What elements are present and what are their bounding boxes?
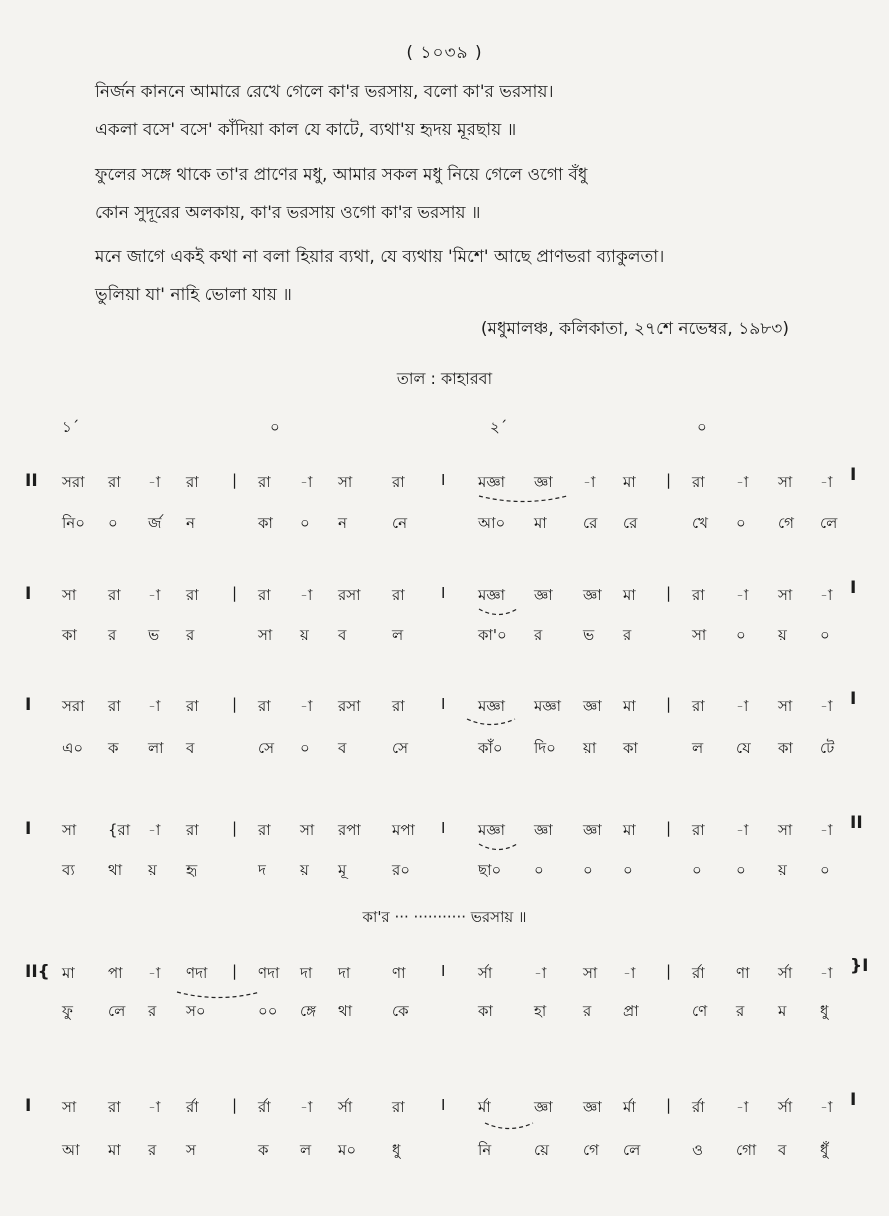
swara-note: I [441, 584, 446, 602]
swara-note: -া [623, 964, 636, 982]
swara-note: জ্ঞা [583, 821, 602, 839]
lyric-syllable: র০ [392, 861, 411, 879]
swara-note: -া [148, 1098, 161, 1116]
lyric-syllable: টে [820, 739, 835, 757]
swara-note: র্সা [338, 1098, 353, 1116]
lyric-syllable: র [186, 626, 195, 644]
lyric-syllable: ল [392, 626, 404, 644]
lyric-syllable: ০ [300, 739, 310, 757]
slur-mark [484, 1122, 534, 1134]
swara-note: রা [186, 586, 199, 604]
lyric-syllable: ০ [692, 861, 702, 879]
barline-close: I [850, 465, 857, 485]
swara-note: -া [148, 964, 161, 982]
swara-note: মজ্ঞা [478, 473, 506, 491]
swara-note: জ্ঞা [583, 697, 602, 715]
swara-note: রা [186, 697, 199, 715]
swara-note: রা [692, 473, 705, 491]
lyric-syllable: ০ [623, 861, 633, 879]
lyric-syllable: র [148, 1002, 157, 1020]
lyric-syllable: হৃ [186, 861, 198, 879]
lyric-syllable: ০ [300, 514, 310, 532]
lyric-syllable: য় [778, 861, 787, 879]
lyric-syllable: ব [338, 626, 347, 644]
beat-mark: ২´ [490, 418, 508, 436]
swara-note: সরা [62, 697, 85, 715]
lyric-syllable: সে [258, 739, 274, 757]
lyric-syllable: স [186, 1141, 196, 1159]
lyric-syllable: ব [778, 1141, 787, 1159]
swara-note: সা [300, 821, 315, 839]
lyric-syllable: দি০ [534, 739, 556, 757]
lyric-syllable: গে [778, 514, 794, 532]
swara-note: রা [108, 1098, 121, 1116]
swara-note: র্মা [623, 1098, 636, 1116]
lyric-syllable: লে [623, 1141, 641, 1159]
swara-note: -া [736, 697, 749, 715]
swara-note: র্রা [186, 1098, 199, 1116]
swara-note: জ্ঞা [534, 473, 553, 491]
lyric-syllable: কা [778, 739, 793, 757]
swara-note: -া [148, 821, 161, 839]
barline-close: I [850, 578, 857, 598]
lyric-line: নির্জন কাননে আমারে রেখে গেলে কা'র ভরসায়, বলো কা'র ভরসায়। [95, 82, 554, 102]
swara-note: | [232, 471, 238, 489]
swara-note: র্রা [692, 1098, 705, 1116]
lyric-syllable: ব [186, 739, 195, 757]
lyric-syllable: ব্য [62, 861, 75, 879]
swara-note: সা [778, 473, 793, 491]
swara-note: মা [623, 821, 636, 839]
swara-note: | [232, 962, 238, 980]
lyric-syllable: আ০ [478, 514, 506, 532]
swara-note: -া [820, 821, 833, 839]
lyric-syllable: মা [108, 1141, 121, 1159]
lyric-syllable: দ [258, 861, 266, 879]
swara-note: -া [148, 473, 161, 491]
lyric-syllable: য় [300, 626, 309, 644]
swara-note: -া [300, 1098, 313, 1116]
barline-open: I [25, 584, 32, 604]
swara-note: -া [820, 964, 833, 982]
lyric-syllable: য় [300, 861, 309, 879]
swara-note: I [441, 962, 446, 980]
lyric-syllable: রে [623, 514, 638, 532]
swara-note: ণা [736, 964, 750, 982]
barline-open: II{ [25, 962, 50, 982]
swara-note: সা [62, 1098, 77, 1116]
lyric-syllable: থা [108, 861, 123, 879]
lyric-syllable: কা [62, 626, 77, 644]
swara-note: | [666, 819, 672, 837]
lyric-syllable: সে [392, 739, 408, 757]
swara-note: সা [62, 821, 77, 839]
swara-note: -া [736, 473, 749, 491]
lyric-syllable: ০ [108, 514, 118, 532]
lyric-syllable: ০ [534, 861, 544, 879]
swara-note: রা [692, 821, 705, 839]
lyric-syllable: ও [692, 1141, 704, 1159]
swara-note: রা [258, 586, 271, 604]
lyric-line: ফুলের সঙ্গে থাকে তা'র প্রাণের মধু, আমার সকল মধু নিয়ে গেলে ওগো বঁধু [95, 165, 588, 185]
lyric-syllable: সা [692, 626, 707, 644]
lyric-syllable: লে [820, 514, 838, 532]
lyric-syllable: কা [258, 514, 273, 532]
swara-note: I [441, 471, 446, 489]
lyric-syllable: ক [258, 1141, 269, 1159]
lyric-syllable: ফু [62, 1002, 73, 1020]
swara-note: -া [820, 1098, 833, 1116]
lyric-syllable: লা [148, 739, 164, 757]
lyric-syllable: র [736, 1002, 745, 1020]
slur-mark [478, 843, 518, 855]
lyric-syllable: ণে [692, 1002, 708, 1020]
barline-close: I [850, 689, 857, 709]
swara-note: দা [300, 964, 313, 982]
swara-note: র্সা [478, 964, 493, 982]
lyric-syllable: ব [338, 739, 347, 757]
beat-mark: ০ [270, 418, 280, 436]
swara-note: সা [583, 964, 598, 982]
swara-note: সা [778, 586, 793, 604]
swara-note: I [441, 695, 446, 713]
swara-note: রা [108, 586, 121, 604]
swara-note: মা [623, 473, 636, 491]
barline-open: I [25, 1096, 32, 1116]
barline-open: I [25, 819, 32, 839]
lyric-syllable: প্রা [623, 1002, 639, 1020]
barline-close: II [850, 813, 863, 833]
swara-note: জ্ঞা [534, 821, 553, 839]
swara-note: সা [338, 473, 353, 491]
lyric-syllable: ০ [736, 514, 746, 532]
lyric-syllable: ০ [583, 861, 593, 879]
swara-note: পা [108, 964, 123, 982]
swara-note: I [441, 1096, 446, 1114]
swara-note: মজ্ঞা [478, 697, 506, 715]
swara-note: রা [108, 697, 121, 715]
lyric-syllable: র [148, 1141, 157, 1159]
lyric-syllable: য় [778, 626, 787, 644]
swara-note: র্সা [778, 964, 793, 982]
lyric-syllable: ছা০ [478, 861, 502, 879]
swara-note: র্রা [692, 964, 705, 982]
continuation-line: কা'র ··· ··········· ভরসায় ॥ [362, 908, 527, 926]
swara-note: | [666, 1096, 672, 1114]
swara-note: মজ্ঞা [478, 586, 506, 604]
swara-note: সরা [62, 473, 85, 491]
lyric-syllable: ম [778, 1002, 787, 1020]
swara-note: ণদা [258, 964, 280, 982]
lyric-syllable: যে [736, 739, 751, 757]
lyric-syllable: থা [338, 1002, 353, 1020]
swara-note: রা [692, 586, 705, 604]
beat-mark: ১´ [62, 418, 80, 436]
lyric-line: মনে জাগে একই কথা না বলা হিয়ার ব্যথা, যে ব্যথায় 'মিশে' আছে প্রাণভরা ব্যাকুলতা। [95, 247, 665, 267]
lyric-syllable: নি০ [62, 514, 85, 532]
lyric-syllable: ন [338, 514, 347, 532]
swara-note: | [232, 695, 238, 713]
barline-open: II [25, 471, 38, 491]
lyric-syllable: হা [534, 1002, 547, 1020]
barline-open: I [25, 695, 32, 715]
swara-note: | [232, 819, 238, 837]
lyric-syllable: য়া [583, 739, 597, 757]
slur-mark [478, 608, 518, 620]
lyric-line: ভুলিয়া যা' নাহি ভোলা যায় ॥ [95, 285, 292, 305]
barline-close: }I [850, 956, 869, 976]
lyric-syllable: ল [692, 739, 704, 757]
lyric-syllable: এ০ [62, 739, 84, 757]
swara-note: -া [736, 1098, 749, 1116]
swara-note: ণদা [186, 964, 208, 982]
source-credit: (মধুমালঞ্চ, কলিকাতা, ২৭শে নভেম্বর, ১৯৮৩) [480, 319, 789, 339]
lyric-syllable: সা [258, 626, 273, 644]
swara-note: দা [338, 964, 351, 982]
lyric-syllable: ম০ [338, 1141, 357, 1159]
swara-note: মজ্ঞা [478, 821, 506, 839]
swara-note: -া [300, 473, 313, 491]
swara-note: -া [534, 964, 547, 982]
swara-note: জ্ঞা [583, 1098, 602, 1116]
swara-note: | [232, 1096, 238, 1114]
swara-note: রা [392, 586, 405, 604]
page-number: ( ১০৩৯ ) [406, 43, 483, 63]
lyric-syllable: ভ [148, 626, 160, 644]
lyric-syllable: গে [583, 1141, 599, 1159]
lyric-syllable: ন [186, 514, 195, 532]
swara-note: | [666, 962, 672, 980]
lyric-syllable: আ [62, 1141, 80, 1159]
beat-mark: ০ [697, 418, 707, 436]
lyric-syllable: ০০ [258, 1002, 278, 1020]
swara-note: রা [186, 473, 199, 491]
lyric-syllable: মা [534, 514, 547, 532]
swara-note: সা [62, 586, 77, 604]
slur-mark [478, 495, 568, 507]
swara-note: -া [820, 697, 833, 715]
lyric-syllable: ঙ্গে [300, 1002, 317, 1020]
swara-note: রা [258, 473, 271, 491]
lyric-syllable: নি [478, 1141, 492, 1159]
swara-note: মা [62, 964, 75, 982]
lyric-syllable: ০ [820, 861, 830, 879]
swara-note: সা [778, 697, 793, 715]
swara-note: -া [148, 586, 161, 604]
swara-note: জ্ঞা [534, 586, 553, 604]
swara-note: রা [186, 821, 199, 839]
lyric-syllable: গো [736, 1141, 757, 1159]
swara-note: র্সা [778, 1098, 793, 1116]
swara-note: | [666, 471, 672, 489]
swara-note: জ্ঞা [534, 1098, 553, 1116]
lyric-syllable: রে [583, 514, 598, 532]
swara-note: রপা [338, 821, 361, 839]
lyric-line: একলা বসে' বসে' কাঁদিয়া কাল যে কাটে, ব্যথা'য় হৃদয় মূরছায় ॥ [95, 120, 517, 140]
taal-label: তাল : কাহারবা [396, 369, 493, 388]
lyric-syllable: মূ [338, 861, 347, 879]
swara-note: রা [392, 1098, 405, 1116]
lyric-syllable: কা'০ [478, 626, 507, 644]
swara-note: | [666, 584, 672, 602]
lyric-syllable: ক [108, 739, 119, 757]
slur-mark [176, 991, 261, 1003]
lyric-syllable: ০ [736, 861, 746, 879]
swara-note: মা [623, 697, 636, 715]
lyric-syllable: খে [692, 514, 708, 532]
lyric-syllable: লে [108, 1002, 126, 1020]
swara-note: জ্ঞা [583, 586, 602, 604]
lyric-syllable: র [623, 626, 632, 644]
lyric-syllable: ধুঁ [820, 1141, 829, 1159]
swara-note: | [232, 584, 238, 602]
lyric-syllable: কাঁ০ [478, 739, 503, 757]
swara-note: রা [258, 821, 271, 839]
lyric-syllable: ধু [820, 1002, 829, 1020]
swara-note: -া [583, 473, 596, 491]
swara-note: -া [736, 821, 749, 839]
swara-note: -া [736, 586, 749, 604]
swara-note: ণা [392, 964, 406, 982]
lyric-syllable: র [534, 626, 543, 644]
lyric-syllable: নে [392, 514, 408, 532]
swara-note: রসা [338, 697, 361, 715]
swara-note: রা [692, 697, 705, 715]
lyric-syllable: কা [623, 739, 638, 757]
swara-note: রা [392, 697, 405, 715]
swara-note: মপা [392, 821, 415, 839]
swara-note: র্মা [478, 1098, 491, 1116]
lyric-syllable: ০ [736, 626, 746, 644]
barline-close: I [850, 1090, 857, 1110]
swara-note: -া [148, 697, 161, 715]
swara-note: র্রা [258, 1098, 271, 1116]
swara-note: I [441, 819, 446, 837]
lyric-syllable: স০ [186, 1002, 206, 1020]
swara-note: মা [623, 586, 636, 604]
swara-note: রা [392, 473, 405, 491]
swara-note: -া [300, 586, 313, 604]
swara-note: -া [300, 697, 313, 715]
lyric-syllable: র [108, 626, 117, 644]
swara-note: -া [820, 473, 833, 491]
lyric-syllable: ভ [583, 626, 595, 644]
swara-note: মজ্ঞা [534, 697, 562, 715]
lyric-syllable: র [583, 1002, 592, 1020]
lyric-syllable: য়ে [534, 1141, 549, 1159]
lyric-syllable: ধু [392, 1141, 401, 1159]
lyric-syllable: কা [478, 1002, 493, 1020]
lyric-syllable: ০ [820, 626, 830, 644]
swara-note: রা [258, 697, 271, 715]
swara-note: রা [108, 473, 121, 491]
lyric-syllable: ল [300, 1141, 312, 1159]
lyric-syllable: র্জ [148, 514, 162, 532]
lyric-syllable: য় [148, 861, 157, 879]
swara-note: | [666, 695, 672, 713]
swara-note: সা [778, 821, 793, 839]
slur-mark [466, 718, 516, 730]
swara-note: {রা [108, 821, 131, 839]
lyric-syllable: কে [392, 1002, 409, 1020]
swara-note: -া [820, 586, 833, 604]
lyric-line: কোন সুদূরের অলকায়, কা'র ভরসায় ওগো কা'র ভরসায় ॥ [95, 203, 481, 223]
swara-note: রসা [338, 586, 361, 604]
